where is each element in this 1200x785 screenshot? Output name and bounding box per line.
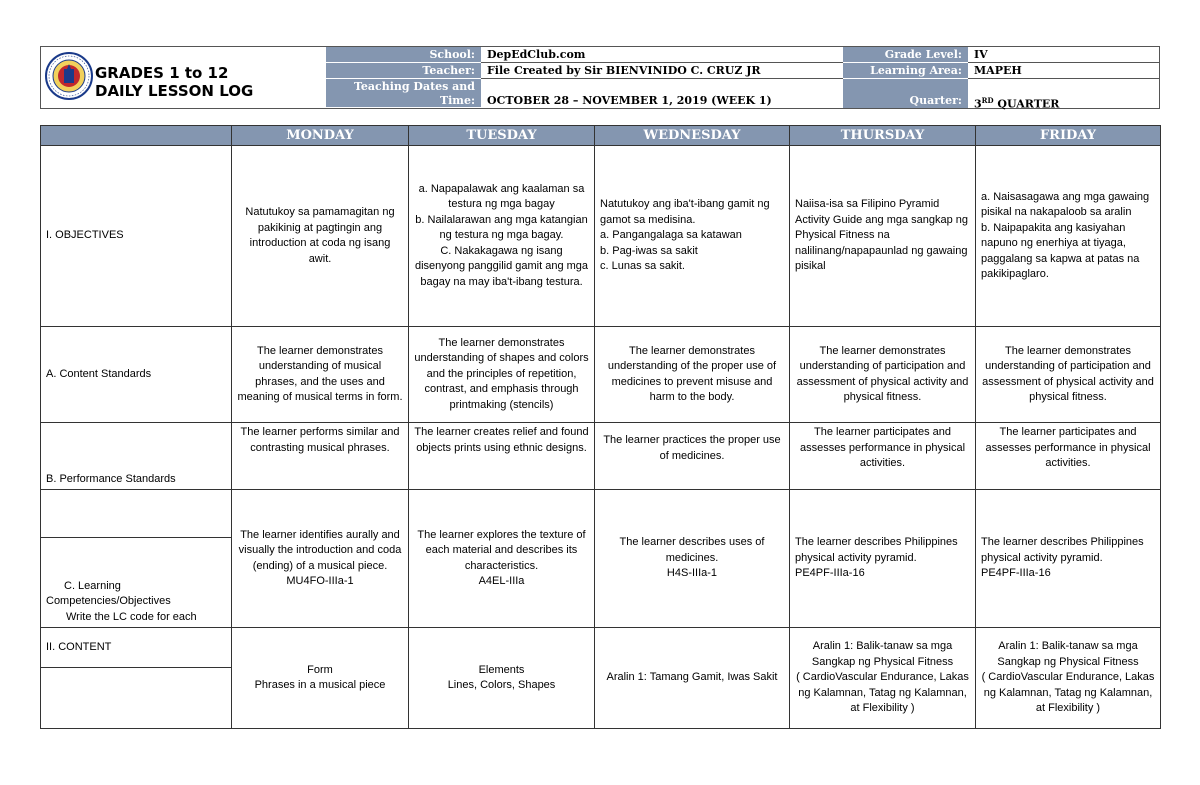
objectives-tuesday-line-1: a. Napapalawak ang kaalaman sa testura ng mga bagay	[418, 182, 585, 211]
competencies-wednesday-code: H4S-IIIa-1	[666, 567, 718, 580]
content-wednesday: Aralin 1: Tamang Gamit, Iwas Sakit	[595, 628, 790, 729]
competencies-friday-text: The learner describes Philippines physical activity pyramid.	[981, 536, 1144, 564]
competencies-label-line-1: C. Learning	[64, 579, 121, 592]
objectives-friday	[976, 146, 1161, 327]
competencies-monday-text: The learner identifies aurally and visually the introduction and coda (ending) of a musical piece.	[238, 528, 402, 572]
content-label: II. CONTENT	[41, 628, 232, 668]
quarter-value	[968, 79, 1159, 111]
performance-standards-wednesday: The learner practices the proper use of medicines.	[595, 423, 790, 490]
competencies-row-top	[41, 490, 1161, 538]
competencies-blank-cell	[41, 490, 232, 538]
objectives-tuesday	[409, 146, 595, 327]
teaching-dates-label	[326, 79, 481, 108]
objectives-label: I. OBJECTIVES	[41, 146, 232, 327]
teaching-dates-label-line-1: Teaching Dates and	[353, 80, 475, 93]
school-value: DepEdClub.com	[481, 47, 843, 63]
objectives-wednesday-line-1: Natutukoy ang iba't-ibang gamit ng gamot sa medisina.	[600, 198, 770, 226]
competencies-monday-code: MU4FO-IIIa-1	[286, 575, 354, 587]
content-thursday-line-2: ( CardioVascular Endurance, Lakas ng Kalamnan, Tatag ng Kalamnan, at Flexibility )	[796, 671, 969, 715]
content-standards-label: A. Content Standards	[41, 327, 232, 423]
day-header-wednesday: WEDNESDAY	[595, 126, 790, 146]
title-line-2: DAILY LESSON LOG	[95, 82, 254, 100]
grade-level-label: Grade Level:	[843, 47, 968, 63]
objectives-wednesday-line-3: b. Pag-iwas sa sakit	[600, 244, 698, 257]
performance-standards-thursday: The learner participates and assesses performance in physical activities.	[790, 423, 976, 490]
teacher-label: Teacher:	[326, 63, 481, 79]
competencies-friday-code: PE4PF-IIIa-16	[981, 567, 1051, 580]
competencies-tuesday-text: The learner explores the texture of each material and describes its characteristics.	[417, 528, 586, 572]
quarter-word: QUARTER	[993, 97, 1060, 111]
content-monday-line-1: Form	[307, 663, 333, 676]
objectives-tuesday-line-3: C. Nakakagawa ng isang disenyong panggilid gamit ang mga bagay na may iba't-ibang testura.	[414, 244, 589, 288]
competencies-monday	[232, 490, 409, 628]
content-friday-line-1: Aralin 1: Balik-tanaw sa mga Sangkap ng Physical Fitness	[997, 640, 1139, 668]
content-standards-monday: The learner demonstrates understanding of musical phrases, and the uses and meaning of musical terms in form.	[232, 327, 409, 423]
competencies-tuesday-code: A4EL-IIIa	[478, 575, 525, 587]
competencies-thursday-code: PE4PF-IIIa-16	[795, 567, 865, 580]
competencies-tuesday	[409, 490, 595, 628]
teaching-dates-label-line-2: Time:	[439, 94, 475, 107]
objectives-monday: Natutukoy sa pamamagitan ng pakikinig at pagtingin ang introduction at coda ng isang awit.	[232, 146, 409, 327]
grade-level-value: IV	[968, 47, 1159, 63]
content-thursday	[790, 628, 976, 729]
performance-standards-friday: The learner participates and assesses performance in physical activities.	[976, 423, 1161, 490]
learning-area-value: MAPEH	[968, 63, 1159, 79]
objectives-wednesday	[595, 146, 790, 327]
quarter-number: 3	[974, 97, 982, 111]
competencies-thursday-text: The learner describes Philippines physical activity pyramid.	[795, 536, 958, 564]
content-monday	[232, 628, 409, 729]
teacher-value: File Created by Sir BIENVINIDO C. CRUZ JR	[481, 63, 843, 79]
content-tuesday-line-1: Elements	[478, 663, 525, 676]
content-blank-cell	[41, 668, 232, 729]
corner-header-cell	[41, 126, 232, 146]
day-header-friday: FRIDAY	[976, 126, 1161, 146]
competencies-thursday	[790, 490, 976, 628]
performance-standards-row	[41, 423, 1161, 490]
competencies-friday	[976, 490, 1161, 628]
content-tuesday	[409, 628, 595, 729]
competencies-label	[41, 538, 232, 628]
quarter-suffix: RD	[981, 96, 994, 105]
school-label: School:	[326, 47, 481, 63]
content-standards-friday: The learner demonstrates understanding of participation and assessment of physical activity and physical fitness.	[976, 327, 1161, 423]
lesson-log-table	[40, 125, 1161, 729]
day-header-monday: MONDAY	[232, 126, 409, 146]
performance-standards-tuesday: The learner creates relief and found objects prints using ethnic designs.	[409, 423, 595, 490]
quarter-label: Quarter:	[843, 79, 968, 108]
learning-area-label: Learning Area:	[843, 63, 968, 79]
content-thursday-line-1: Aralin 1: Balik-tanaw sa mga Sangkap ng Physical Fitness	[811, 640, 954, 668]
performance-standards-label: B. Performance Standards	[41, 423, 232, 490]
competencies-label-line-3: Write the LC code for each	[66, 610, 197, 623]
competencies-wednesday-text: The learner describes uses of medicines.	[619, 536, 765, 564]
objectives-thursday: Naiisa-isa sa Filipino Pyramid Activity Guide ang mga sangkap ng Physical Fitness na nalilinang/napapaunlad ng gawaing pisikal	[790, 146, 976, 327]
title-line-1: GRADES 1 to 12	[95, 64, 229, 82]
competencies-wednesday	[595, 490, 790, 628]
content-standards-row	[41, 327, 1161, 423]
content-friday-line-2: ( CardioVascular Endurance, Lakas ng Kalamnan, Tatag ng Kalamnan, at Flexibility )	[981, 671, 1155, 715]
content-monday-line-2: Phrases in a musical piece	[254, 679, 386, 691]
content-standards-wednesday: The learner demonstrates understanding of the proper use of medicines to prevent misuse and harm to the body.	[595, 327, 790, 423]
competencies-label-line-2: Competencies/Objectives	[46, 595, 171, 607]
content-row-top	[41, 628, 1161, 668]
objectives-tuesday-line-2: b. Nailalarawan ang mga katangian ng testura ng mga bagay.	[415, 213, 588, 242]
day-header-thursday: THURSDAY	[790, 126, 976, 146]
page-title	[95, 64, 253, 100]
deped-seal-icon	[45, 52, 93, 100]
teaching-dates-value: OCTOBER 28 – NOVEMBER 1, 2019 (WEEK 1)	[487, 94, 772, 107]
content-standards-thursday: The learner demonstrates understanding of participation and assessment of physical activity and physical fitness.	[790, 327, 976, 423]
day-header-tuesday: TUESDAY	[409, 126, 595, 146]
objectives-friday-line-2: b. Naipapakita ang kasiyahan napuno ng enerhiya at tiyaga, paggalang sa kapwa at patas na pakikipaglaro.	[981, 221, 1140, 280]
content-tuesday-line-2: Lines, Colors, Shapes	[447, 679, 556, 691]
content-friday	[976, 628, 1161, 729]
objectives-wednesday-line-4: c. Lunas sa sakit.	[600, 260, 685, 273]
day-header-row	[41, 126, 1161, 146]
objectives-wednesday-line-2: a. Pangangalaga sa katawan	[600, 229, 742, 242]
performance-standards-monday: The learner performs similar and contrasting musical phrases.	[232, 423, 409, 490]
objectives-friday-line-1: a. Naisasagawa ang mga gawaing pisikal na nakapaloob sa aralin	[981, 190, 1150, 218]
objectives-row	[41, 146, 1161, 327]
content-standards-tuesday: The learner demonstrates understanding of shapes and colors and the principles of repetition, contrast, and emphasis through printmaking (stencils)	[409, 327, 595, 423]
